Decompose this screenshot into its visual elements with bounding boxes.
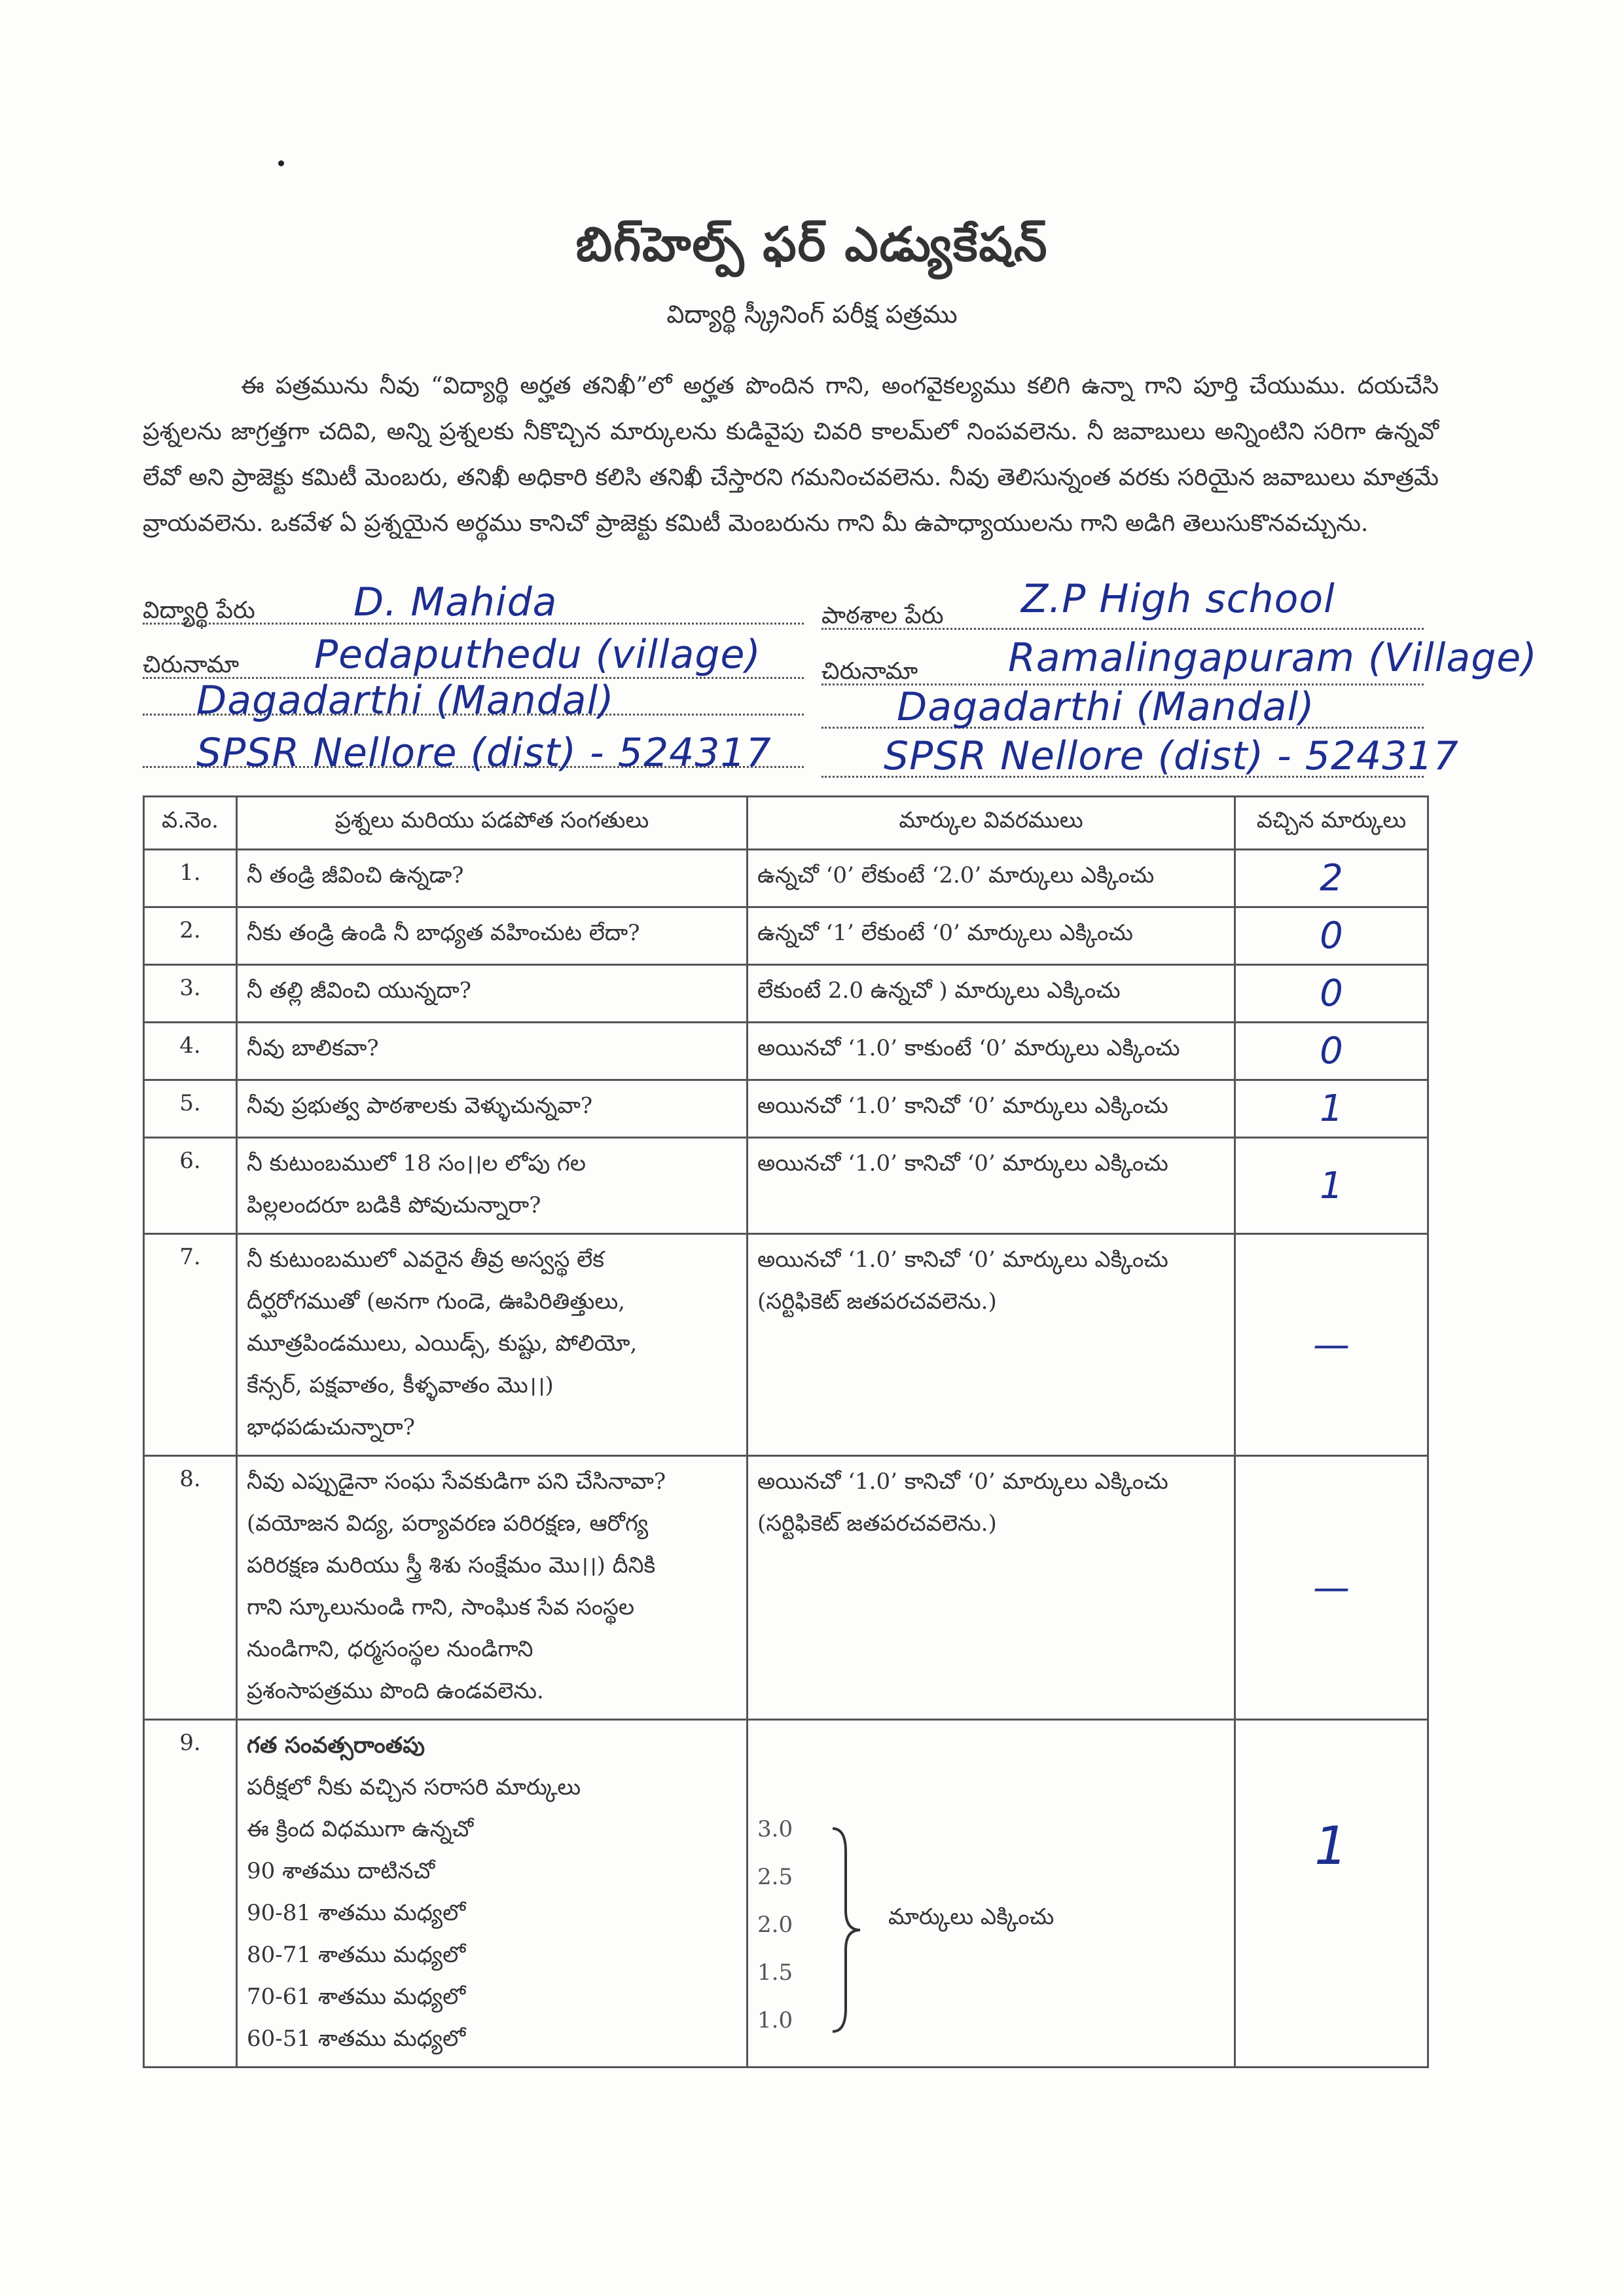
school-address-label: చిరునామా xyxy=(821,658,918,685)
row-serial-number: 3. xyxy=(144,965,237,1023)
row-question: నీ తల్లి జీవించి యున్నదా? xyxy=(237,965,748,1023)
row9-question-line: 90 శాతము దాటినచో xyxy=(247,1858,435,1884)
row-score[interactable] xyxy=(1235,965,1428,1023)
table-row-9 xyxy=(144,1720,1428,2068)
row-marks-details xyxy=(748,1720,1235,2068)
row9-question-line: 80-71 శాతము మధ్యలో xyxy=(247,1942,466,1968)
marks-brace-text: మార్కులు ఎక్కించు xyxy=(888,1904,1055,1930)
table-header-row xyxy=(144,797,1428,850)
screening-table xyxy=(143,795,1429,2068)
score-value: — xyxy=(1313,1566,1350,1609)
marks-value: 3.0 xyxy=(757,1816,793,1842)
row-serial-number: 9. xyxy=(144,1720,237,2068)
marks-value: 1.5 xyxy=(757,1959,793,1986)
row-question: నీ కుటుంబములో ఎవరైన తీవ్ర అస్వస్థ లేక దీర్ఘరోగముతో (అనగా గుండె, ఊపిరితిత్తులు, మూత్రపిండములు, ఎయిడ్స్, కుష్టు, పోలియో, కేన్సర్, పక్షవాతం, కీళ్ళవాతం మొ।।) భాధపడుచున్నారా? xyxy=(237,1234,748,1456)
score-value: — xyxy=(1313,1323,1350,1366)
header-questions: ప్రశ్నలు మరియు పడపోత సంగతులు xyxy=(237,797,748,850)
student-address-line3: SPSR Nellore (dist) - 524317 xyxy=(196,730,772,776)
row-marks-details: లేకుంటే 2.0 ఉన్నచో ) మార్కులు ఎక్కించు xyxy=(748,965,1235,1023)
row9-question-title: గత సంవత్సరాంతపు xyxy=(247,1732,425,1758)
school-address-line2: Dagadarthi (Mandal) xyxy=(897,684,1315,730)
row-serial-number: 2. xyxy=(144,907,237,965)
table-row xyxy=(144,1023,1428,1080)
score-value: 2 xyxy=(1320,857,1343,900)
score-value: 0 xyxy=(1320,1030,1343,1072)
header-serial-number: వ.నెం. xyxy=(144,797,237,850)
school-name-label: పాఠశాల పేరు xyxy=(821,602,944,629)
score-value: 0 xyxy=(1320,972,1343,1015)
document-title: బిగ్‌హెల్ప్ ఫర్ ఎడ్యుకేషన్ xyxy=(575,216,1049,272)
row-score[interactable] xyxy=(1235,1720,1428,2068)
row-serial-number: 1. xyxy=(144,850,237,907)
row-marks-details: ఉన్నచో ‘0’ లేకుంటే ‘2.0’ మార్కులు ఎక్కించు xyxy=(748,850,1235,907)
score-value: 0 xyxy=(1320,915,1343,957)
student-address-line2: Dagadarthi (Mandal) xyxy=(196,678,615,723)
row-serial-number: 7. xyxy=(144,1234,237,1456)
row-serial-number: 8. xyxy=(144,1456,237,1720)
row-question: నీవు ప్రభుత్వ పాఠశాలకు వెళ్ళుచున్నవా? xyxy=(237,1080,748,1138)
row-marks-details: అయినచో ‘1.0’ కానిచో ‘0’ మార్కులు ఎక్కించు xyxy=(748,1138,1235,1234)
row-question xyxy=(237,1720,748,2068)
row9-question-line: 90-81 శాతము మధ్యలో xyxy=(247,1900,466,1926)
row-question: నీవు బాలికవా? xyxy=(237,1023,748,1080)
school-address-line3: SPSR Nellore (dist) - 524317 xyxy=(884,733,1459,779)
header-marks-obtained: వచ్చిన మార్కులు xyxy=(1235,797,1428,850)
stray-dot xyxy=(278,160,284,166)
row-question: నీకు తండ్రి ఉండి నీ బాధ్యత వహించుట లేదా? xyxy=(237,907,748,965)
row-marks-details: అయినచో ‘1.0’ కానిచో ‘0’ మార్కులు ఎక్కించు (సర్టిఫికెట్ జతపరచవలెను.) xyxy=(748,1456,1235,1720)
row-score[interactable] xyxy=(1235,1234,1428,1456)
table-row xyxy=(144,850,1428,907)
student-address-label: చిరునామా xyxy=(143,651,240,678)
header-marks-details: మార్కుల వివరములు xyxy=(748,797,1235,850)
table-row xyxy=(144,965,1428,1023)
table-row xyxy=(144,1456,1428,1720)
row9-question-line: ఈ క్రింద విధముగా ఉన్నచో xyxy=(247,1816,474,1842)
row-question: నీ తండ్రి జీవించి ఉన్నడా? xyxy=(237,850,748,907)
table-row xyxy=(144,907,1428,965)
score-value: 1 xyxy=(1314,1815,1348,1876)
score-value: 1 xyxy=(1320,1164,1343,1207)
dotted-line xyxy=(821,628,1424,630)
marks-value: 2.5 xyxy=(757,1864,793,1890)
score-value: 1 xyxy=(1320,1087,1343,1130)
document-subtitle: విద్యార్థి స్క్రీనింగ్ పరీక్ష పత్రము xyxy=(666,300,958,329)
table-row xyxy=(144,1080,1428,1138)
table-row xyxy=(144,1234,1428,1456)
curly-brace-icon xyxy=(826,1825,865,2035)
school-address-line1: Ramalingapuram (Village) xyxy=(1008,635,1538,681)
row-score[interactable] xyxy=(1235,1456,1428,1720)
row9-question-line: 70-61 శాతము మధ్యలో xyxy=(247,1984,466,2010)
row9-question-line: 60-51 శాతము మధ్యలో xyxy=(247,2026,466,2052)
row-marks-details: అయినచో ‘1.0’ కాకుంటే ‘0’ మార్కులు ఎక్కించు xyxy=(748,1023,1235,1080)
instructions-paragraph: ఈ పత్రమును నీవు “విద్యార్థి అర్హత తనిఖీ”లో అర్హత పొందిన గాని, అంగవైకల్యము కలిగి ఉన్నా గాని పూర్తి చేయుము. దయచేసి ప్రశ్నలను జాగ్రత్తగా చదివి, అన్ని ప్రశ్నలకు నీకొచ్చిన మార్కులను కుడివైపు చివరి కాలమ్‌లో నింపవలెను. నీ జవాబులు అన్నింటిని సరిగా ఉన్నవో లేవో అని ప్రాజెక్టు కమిటీ మెంబరు, తనిఖీ అధికారి కలిసి తనిఖీ చేస్తారని గమనించవలెను. నీవు తెలిసున్నంత వరకు సరియైన జవాబులు మాత్రమే వ్రాయవలెను. ఒకవేళ ఏ ప్రశ్నయైన అర్థము కానిచో ప్రాజెక్టు కమిటీ మెంబరును గాని మీ ఉపాధ్యాయులను గాని అడిగి తెలుసుకొనవచ్చును. xyxy=(143,373,1439,537)
row-question: నీవు ఎప్పుడైనా సంఘ సేవకుడిగా పని చేసినావా? (వయోజన విద్య, పర్యావరణ పరిరక్షణ, ఆరోగ్య పరిరక్షణ మరియు స్త్రీ శిశు సంక్షేమం మొ।।) దీనికి గాని స్కూలునుండి గాని, సాంఘిక సేవ సంస్థల నుండిగాని, ధర్మసంస్థల నుండిగాని ప్రశంసాపత్రము పొంది ఉండవలెను. xyxy=(237,1456,748,1720)
student-name-value: D. Mahida xyxy=(353,579,558,625)
row-serial-number: 4. xyxy=(144,1023,237,1080)
row9-question-line: పరీక్షలో నీకు వచ్చిన సరాసరి మార్కులు xyxy=(247,1774,581,1800)
row-marks-details: అయినచో ‘1.0’ కానిచో ‘0’ మార్కులు ఎక్కించు xyxy=(748,1080,1235,1138)
row-question: నీ కుటుంబములో 18 సం।।ల లోపు గల పిల్లలందరూ బడికి పోవుచున్నారా? xyxy=(237,1138,748,1234)
row-score[interactable] xyxy=(1235,1138,1428,1234)
row-serial-number: 6. xyxy=(144,1138,237,1234)
row-marks-details: అయినచో ‘1.0’ కానిచో ‘0’ మార్కులు ఎక్కించు (సర్టిఫికెట్ జతపరచవలెను.) xyxy=(748,1234,1235,1456)
row-score[interactable] xyxy=(1235,850,1428,907)
row-score[interactable] xyxy=(1235,1023,1428,1080)
student-name-label: విద్యార్థి పేరు xyxy=(143,597,255,624)
marks-value: 2.0 xyxy=(757,1912,793,1938)
row-serial-number: 5. xyxy=(144,1080,237,1138)
marks-value: 1.0 xyxy=(757,2007,793,2033)
table-row xyxy=(144,1138,1428,1234)
row-score[interactable] xyxy=(1235,1080,1428,1138)
row-marks-details: ఉన్నచో ‘1’ లేకుంటే ‘0’ మార్కులు ఎక్కించు xyxy=(748,907,1235,965)
school-name-value: Z.P High school xyxy=(1021,576,1335,622)
student-address-line1: Pedaputhedu (village) xyxy=(314,632,761,678)
row-score[interactable] xyxy=(1235,907,1428,965)
